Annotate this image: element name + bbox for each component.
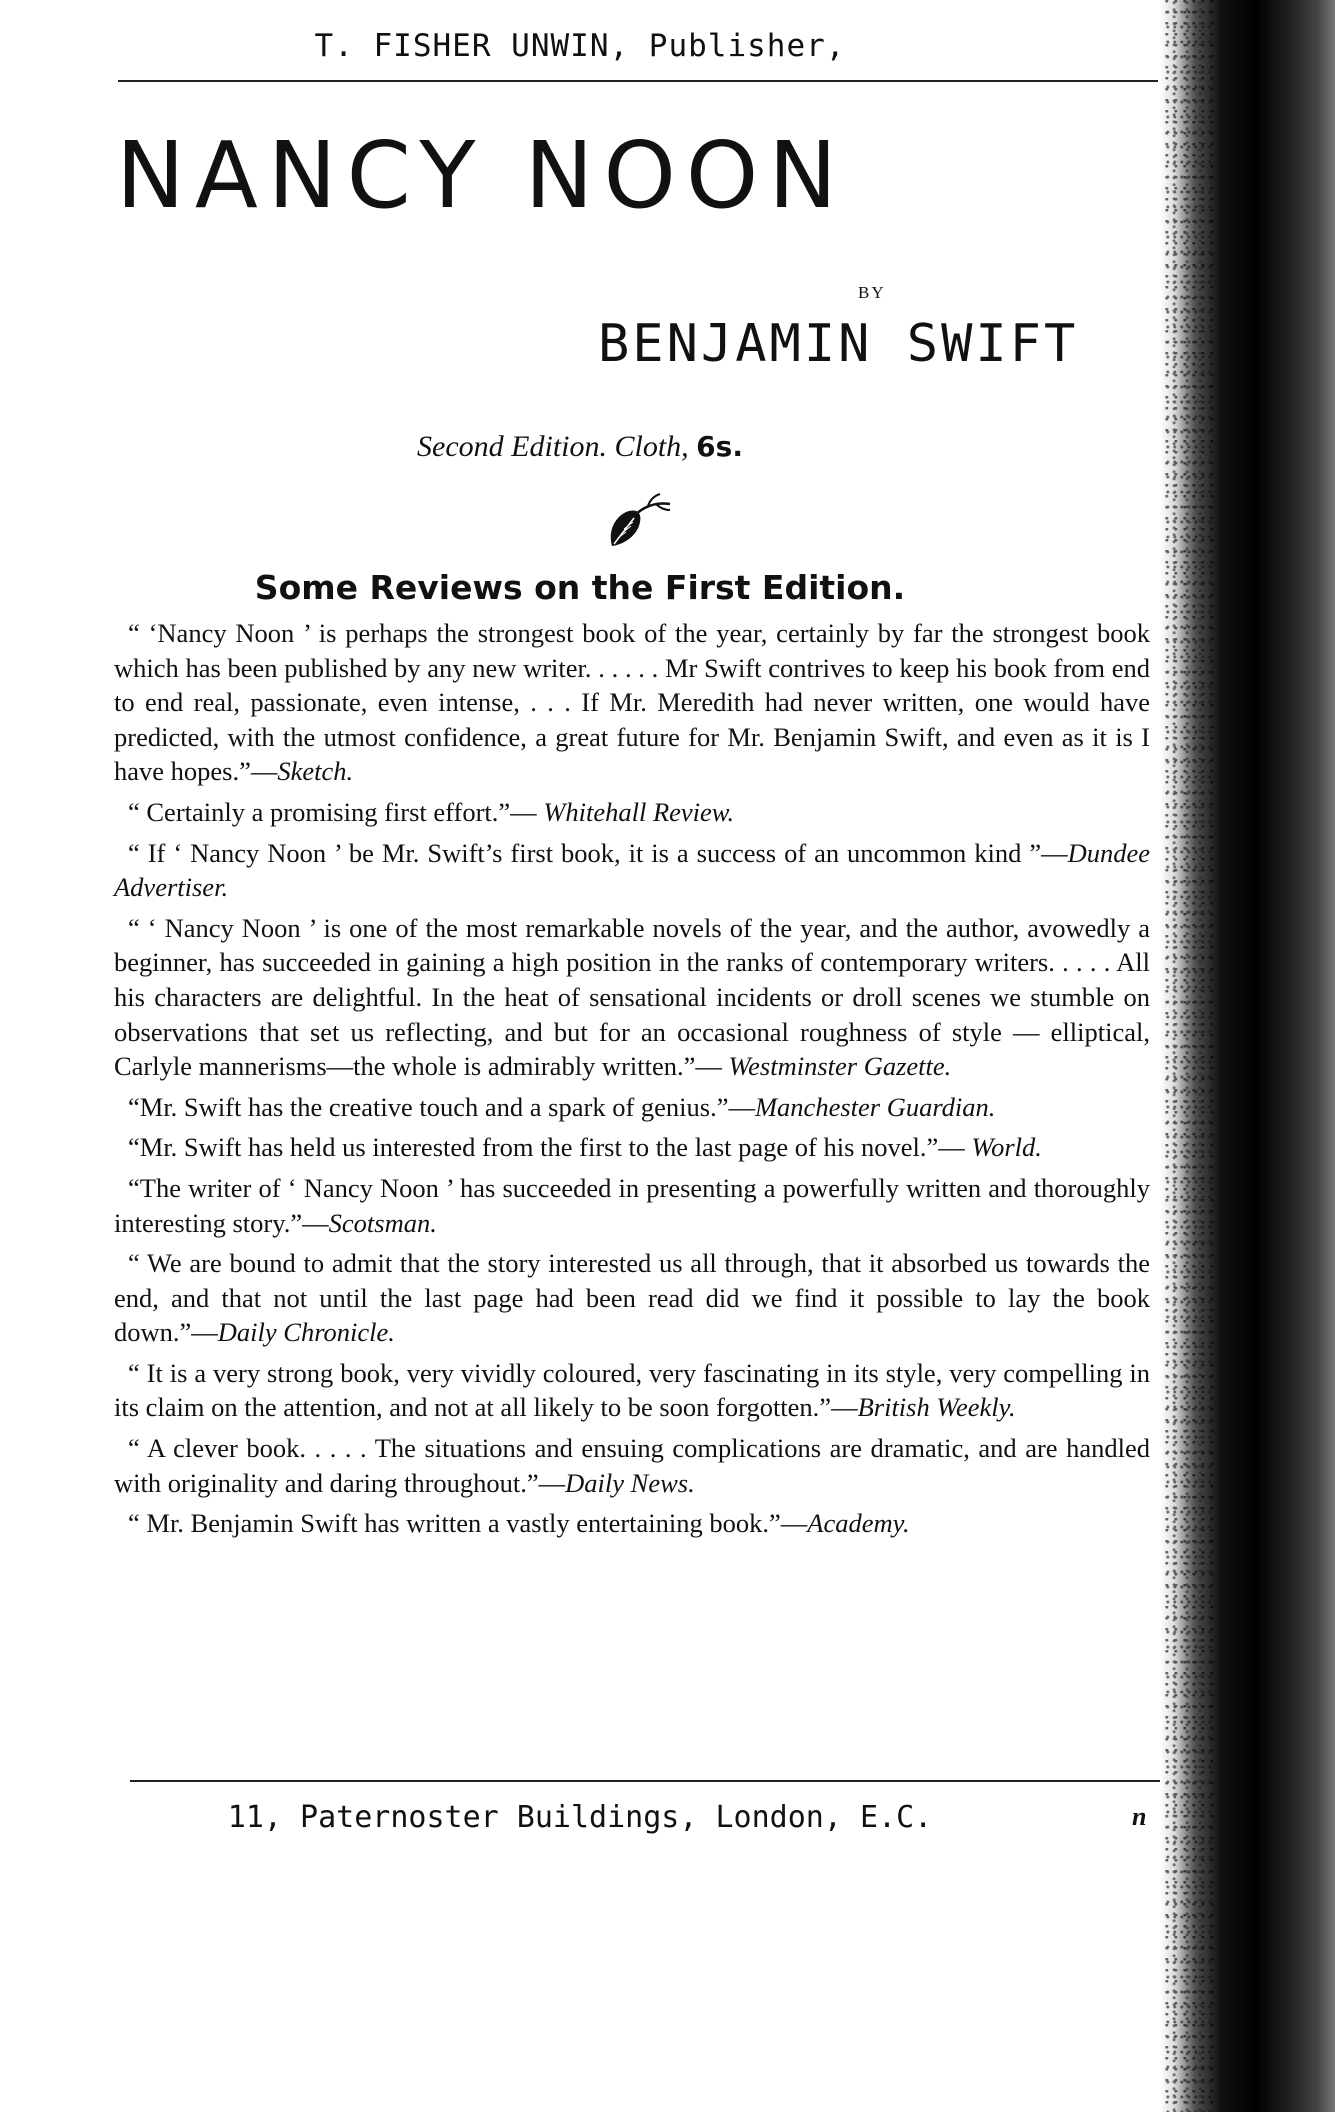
review-item	[114, 795, 1150, 830]
publisher-address: 11, Paternoster Buildings, London, E.C.	[227, 1800, 933, 1835]
review-source: Sketch.	[277, 756, 354, 787]
review-item	[114, 616, 1150, 789]
top-rule	[118, 80, 1158, 82]
review-text: “ Mr. Benjamin Swift has written a vastly entertaining book.”—	[128, 1508, 808, 1539]
review-source: Dundee Advertiser.	[114, 837, 1150, 903]
review-source: Westminster Gazette.	[728, 1051, 952, 1082]
review-source: British Weekly.	[857, 1392, 1016, 1423]
review-item	[114, 1171, 1150, 1240]
review-item	[114, 1431, 1150, 1500]
review-text: “ We are bound to admit that the story interested us all through, that it absorbed us towards the end, and that not until the last page had been read did we find it possible to lay the book down.”—	[114, 1248, 1150, 1348]
review-item	[114, 1246, 1150, 1350]
review-source: World.	[971, 1132, 1042, 1163]
review-text: “ Certainly a promising first effort.”—	[128, 796, 544, 827]
review-source: Scotsman.	[328, 1207, 437, 1238]
by-label: BY	[858, 283, 886, 302]
review-item	[114, 1356, 1150, 1425]
binding-speckle	[1165, 0, 1215, 2112]
reviews-heading: Some Reviews on the First Edition.	[254, 568, 906, 607]
signature-mark: n	[1132, 1802, 1147, 1831]
review-text: “ ‘Nancy Noon ’ is perhaps the strongest book of the year, certainly by far the strongest book which has been published by any new writer. . . . . . Mr Swift contrives to keep his book from end to end real, passionate, even intense, . . . If Mr. Meredith had never written, one would have predicted, with the utmost confidence, a great future for Mr. Benjamin Swift, and even as it is I have hopes.”—	[114, 618, 1150, 787]
reviews-list	[114, 616, 1150, 1547]
review-text: “ A clever book. . . . . The situations and ensuing complications are dramatic, and are handled with originality and daring throughout.”—	[114, 1433, 1150, 1498]
leaf-ornament-icon	[604, 488, 674, 550]
review-item	[114, 1090, 1150, 1125]
review-text: “The writer of ‘ Nancy Noon ’ has succeeded in presenting a powerfully written and thoroughly interesting story.”—	[114, 1172, 1150, 1238]
review-item	[114, 836, 1150, 905]
review-source: Whitehall Review.	[543, 796, 735, 827]
author-name: BENJAMIN SWIFT	[598, 314, 1079, 374]
publisher-line: T. FISHER UNWIN, Publisher,	[314, 28, 846, 64]
review-source: Manchester Guardian.	[754, 1091, 996, 1122]
review-source: Daily Chronicle.	[217, 1317, 395, 1348]
price: 6s.	[696, 430, 743, 463]
review-source: Daily News.	[565, 1467, 695, 1498]
review-text: “Mr. Swift has the creative touch and a spark of genius.”—	[128, 1091, 755, 1122]
review-text: “ If ‘ Nancy Noon ’ be Mr. Swift’s first book, it is a success of an uncommon kind ”—	[128, 837, 1068, 868]
review-text: “ It is a very strong book, very vividly coloured, very fascinating in its style, very compelling in its claim on the attention, and not at all likely to be soon forgotten.”—	[114, 1357, 1150, 1423]
edition-text: Second Edition. Cloth,	[417, 430, 689, 463]
review-source: Academy.	[807, 1508, 910, 1539]
review-item	[114, 1130, 1150, 1165]
review-item	[114, 911, 1150, 1084]
review-item	[114, 1506, 1150, 1541]
book-title: NANCY NOON	[116, 122, 848, 229]
bottom-rule	[130, 1780, 1160, 1782]
review-text: “Mr. Swift has held us interested from the first to the last page of his novel.”—	[128, 1132, 972, 1163]
review-text: “ ‘ Nancy Noon ’ is one of the most remarkable novels of the year, and the author, avowedly a beginner, has succeeded in gaining a high position in the ranks of contemporary writers. . . . . All his characters are delightful. In the heat of sensational incidents or droll scenes we stumble on observations that set us reflecting, and but for an occasional roughness of style — elliptical, Carlyle mannerisms—the whole is admirably written.”—	[114, 912, 1150, 1082]
edition-line	[0, 430, 1160, 464]
